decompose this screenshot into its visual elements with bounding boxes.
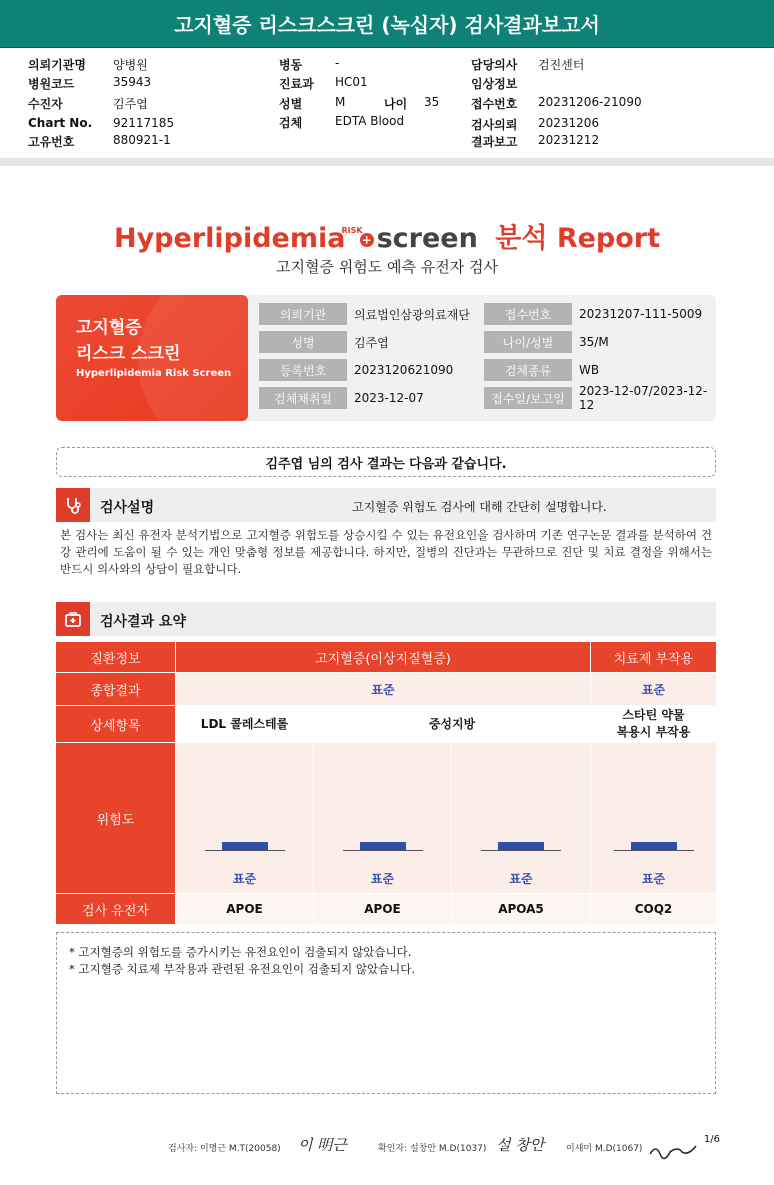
value-report-date: 20231212 [538, 133, 600, 147]
row-label-overall: 종합결과 [56, 673, 175, 705]
value-sex: M [335, 95, 346, 109]
header-info [0, 52, 774, 152]
third-signature [648, 1140, 698, 1162]
label-doctor: 담당의사 [471, 58, 518, 72]
label-patient: 수진자 [28, 97, 63, 111]
section-title: 검사결과 요약 [100, 614, 187, 630]
card-label-org: 의뢰기관 [259, 303, 347, 325]
product-badge [56, 295, 248, 421]
value-age: 35 [424, 95, 440, 109]
risk-level-label: 표준 [370, 872, 395, 886]
value-receipt-no: 20231206-21090 [538, 95, 642, 109]
label-ward: 병동 [279, 58, 303, 72]
disease-side: 치료제 부작용 [591, 642, 716, 672]
row-label-disease: 질환정보 [56, 642, 175, 672]
label-report-date: 결과보고 [471, 135, 518, 149]
section-result-summary [56, 602, 716, 636]
section-desc: 고지혈증 위험도 검사에 대해 간단히 설명합니다. [352, 500, 607, 514]
gene-4: COQ2 [591, 894, 716, 924]
gene-2: APOE [314, 894, 451, 924]
card-value-collect-date: 2023-12-07 [354, 391, 424, 405]
label-age: 나이 [384, 97, 408, 111]
notes-box [56, 932, 716, 1094]
risk-gauge-line [343, 850, 423, 851]
card-label-receipt: 접수번호 [484, 303, 572, 325]
description-paragraph: 본 검사는 최신 유전자 분석기법으로 고지혈증 위험도를 상승시킬 수 있는 유전요인을 검사하며 기존 연구논문 결과를 분석하여 건강 관리에 도움이 될 수 있는 개인 맞춤형 정보를 제공합니다. 하지만, 질병의 진단과는 무관하므로 진단 및 치료 결정을 위해서는 반드시 의사와의 상담이 필요합니다. [60, 528, 712, 576]
value-patient: 김주엽 [113, 97, 148, 111]
row-label-detail: 상세항목 [56, 706, 175, 742]
detail-tg: 중성지방 [314, 706, 590, 742]
row-label-risk: 위험도 [56, 743, 175, 893]
card-value-specimen-type: WB [579, 363, 600, 377]
card-value-name: 김주엽 [354, 335, 389, 350]
risk-level-label: 표준 [509, 872, 533, 886]
badge-title-1: 고지혈증 [76, 318, 142, 338]
card-value-reg-no: 2023120621090 [354, 363, 454, 377]
risk-gauge-marker [631, 842, 677, 850]
badge-title-2: 리스크 스크린 [76, 344, 181, 364]
value-doctor: 검진센터 [538, 58, 585, 72]
section-title: 검사설명 [100, 500, 155, 516]
note-2: * 고지혈증 치료제 부작용과 관련된 유전요인이 검출되지 않았습니다. [69, 962, 416, 976]
risk-gauge-line [205, 850, 285, 851]
value-unique-no: 880921-1 [113, 133, 171, 147]
brand-subtitle: 고지혈증 위험도 예측 유전자 검사 [276, 258, 498, 276]
label-sex: 성별 [279, 97, 303, 111]
detail-ldl: LDL 콜레스테롤 [176, 706, 313, 742]
label-unique-no: 고유번호 [28, 135, 75, 149]
label-clinical-info: 임상정보 [471, 77, 518, 91]
label-specimen: 검체 [279, 116, 303, 130]
separator [0, 158, 774, 166]
label-receipt-no: 접수번호 [471, 97, 518, 111]
value-hospital-code: 35943 [113, 75, 152, 89]
card-label-specimen-type: 검체종류 [484, 359, 572, 381]
result-notice: 김주엽 님의 검사 결과는 다음과 같습니다. [56, 447, 716, 477]
card-label-collect-date: 검체채취일 [259, 387, 347, 409]
overall-main: 표준 [176, 673, 590, 705]
value-ward: - [335, 56, 340, 70]
tester-signature: 이 明근 [298, 1136, 347, 1154]
disease-main: 고지혈증(이상지질혈증) [176, 642, 590, 672]
confirm-signature: 설 창안 [496, 1136, 545, 1154]
card-value-org: 의료법인삼광의료재단 [354, 307, 470, 322]
footer-confirm: 확인자: 설창안 M.D(1037) [378, 1144, 487, 1154]
label-requesting-org: 의뢰기관명 [28, 58, 86, 72]
card-value-receipt: 20231207-111-5009 [579, 307, 703, 321]
risk-level-label: 표준 [641, 872, 666, 886]
value-request-date: 20231206 [538, 116, 600, 130]
card-label-age-sex: 나이/성별 [484, 331, 572, 353]
risk-gauge-line [614, 850, 694, 851]
brand-risk: RISK [341, 226, 363, 235]
note-1: * 고지혈증의 위험도를 증가시키는 유전요인이 검출되지 않았습니다. [69, 945, 412, 959]
gene-1: APOE [176, 894, 313, 924]
gene-3: APOA5 [452, 894, 590, 924]
label-request-date: 검사의뢰 [471, 118, 518, 132]
brand-report: 분석 Report [495, 223, 661, 254]
card-value-age-sex: 35/M [579, 335, 609, 349]
risk-gauge-marker [222, 842, 268, 850]
label-department: 진료과 [279, 77, 314, 91]
value-specimen: EDTA Blood [335, 114, 405, 128]
value-department: HC01 [335, 75, 368, 89]
badge-title-3: Hyperlipidemia Risk Screen [76, 368, 232, 379]
plus-icon: + [361, 232, 372, 247]
brand-logo [0, 216, 774, 255]
risk-level-label: 표준 [232, 872, 257, 886]
label-chart-no: Chart No. [28, 116, 93, 130]
value-chart-no: 92117185 [113, 116, 175, 130]
footer-third: 이새미 M.D(1067) [566, 1144, 643, 1154]
risk-gauge-marker [360, 842, 406, 850]
detail-statin: 스타틴 약물 복용시 부작용 [591, 706, 716, 742]
section-test-description [56, 488, 716, 522]
card-label-reg-no: 등록번호 [259, 359, 347, 381]
value-requesting-org: 양병원 [113, 58, 148, 72]
card-label-name: 성명 [259, 331, 347, 353]
risk-gauge-line [481, 850, 561, 851]
label-hospital-code: 병원코드 [28, 77, 75, 91]
overall-side: 표준 [591, 673, 716, 705]
report-title: 고지혈증 리스크스크린 (녹십자) 검사결과보고서 [0, 0, 774, 48]
brand-name-right: screen [376, 223, 478, 254]
page-number: 1/6 [703, 1134, 720, 1145]
row-label-gene: 검사 유전자 [56, 894, 175, 924]
card-label-dates: 접수일/보고일 [484, 387, 572, 409]
risk-gauge-marker [498, 842, 544, 850]
medical-kit-icon [56, 602, 90, 636]
card-value-dates: 2023-12-07/2023-12-12 [579, 384, 708, 412]
stethoscope-icon [56, 488, 90, 522]
brand-name-left: Hyperlipidemia [113, 223, 346, 254]
footer-tester: 검사자: 이명근 M.T(20058) [168, 1144, 281, 1154]
